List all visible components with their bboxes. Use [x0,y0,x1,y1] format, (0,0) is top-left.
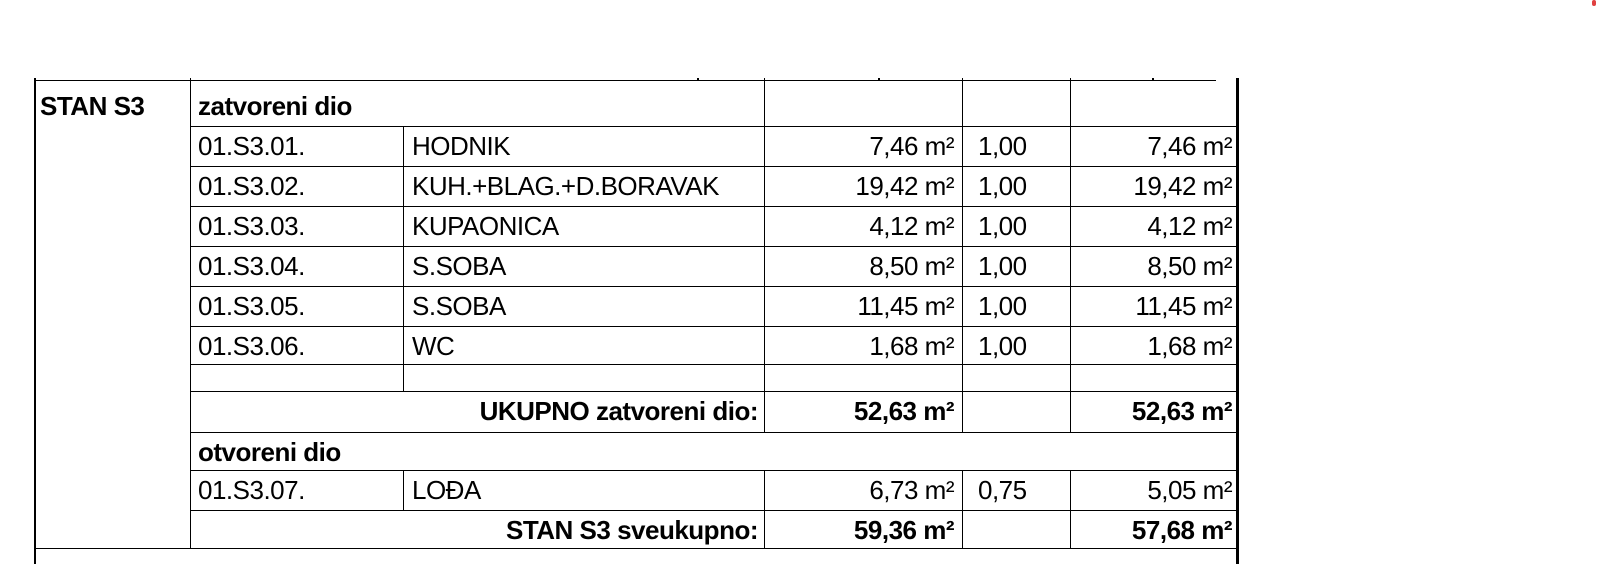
grand-total-net: 57,68 m² [1131,515,1232,545]
border-col-4 [962,126,963,432]
room-name: S.SOBA [412,251,506,281]
border-left [34,78,36,564]
room-area: 19,42 m² [855,171,954,201]
room-net: 5,05 m² [1147,475,1232,505]
room-code: 01.S3.04. [198,251,305,281]
border-col-5b [1070,470,1071,548]
table-top-border [34,80,1216,81]
room-coef: 0,75 [978,475,1027,505]
room-net: 8,50 m² [1147,251,1232,281]
room-name: WC [412,331,455,361]
grand-total-label: STAN S3 sveukupno: [505,515,758,545]
room-coef: 1,00 [978,131,1027,161]
closed-total-net: 52,63 m² [1131,396,1232,426]
closed-total-label: UKUPNO zatvoreni dio: [479,396,758,426]
border-col-5-top [1070,78,1071,126]
border-right [1236,78,1239,564]
room-area: 4,12 m² [869,211,954,241]
room-coef: 1,00 [978,291,1027,321]
room-code: 01.S3.06. [198,331,305,361]
border-col-2b [403,470,404,510]
room-code: 01.S3.03. [198,211,305,241]
closed-total-area: 52,63 m² [853,396,954,426]
room-net: 4,12 m² [1147,211,1232,241]
room-net: 11,45 m² [1135,291,1232,321]
border-col-3 [764,126,765,432]
border-col-3-top [764,78,765,126]
room-name: LOĐA [412,475,481,505]
closed-section-label: zatvoreni dio [198,91,352,121]
top-tick [697,78,699,80]
room-net: 19,42 m² [1133,171,1232,201]
row-line [190,432,1238,433]
room-net: 7,46 m² [1147,131,1232,161]
room-code: 01.S3.05. [198,291,305,321]
grand-total-area: 59,36 m² [853,515,954,545]
room-name: KUPAONICA [412,211,559,241]
room-name: HODNIK [412,131,511,161]
room-code: 01.S3.01. [198,131,305,161]
red-mark [1592,0,1596,6]
room-area: 7,46 m² [869,131,954,161]
room-name: KUH.+BLAG.+D.BORAVAK [412,171,719,201]
border-col-4b [962,470,963,548]
border-col-5 [1070,126,1071,432]
room-area: 1,68 m² [869,331,954,361]
room-coef: 1,00 [978,331,1027,361]
border-col-4-top [962,78,963,126]
room-coef: 1,00 [978,171,1027,201]
room-name: S.SOBA [412,291,506,321]
border-col-1 [190,78,191,548]
room-coef: 1,00 [978,211,1027,241]
open-section-label: otvoreni dio [198,437,341,467]
room-area: 8,50 m² [869,251,954,281]
room-net: 1,68 m² [1147,331,1232,361]
top-tick [1152,78,1154,80]
top-tick [878,78,880,80]
room-coef: 1,00 [978,251,1027,281]
room-area: 6,73 m² [869,475,954,505]
room-code: 01.S3.02. [198,171,305,201]
room-area: 11,45 m² [857,291,954,321]
border-col-3b [764,470,765,548]
unit-group-label: STAN S3 [40,91,145,121]
room-code: 01.S3.07. [198,475,305,505]
